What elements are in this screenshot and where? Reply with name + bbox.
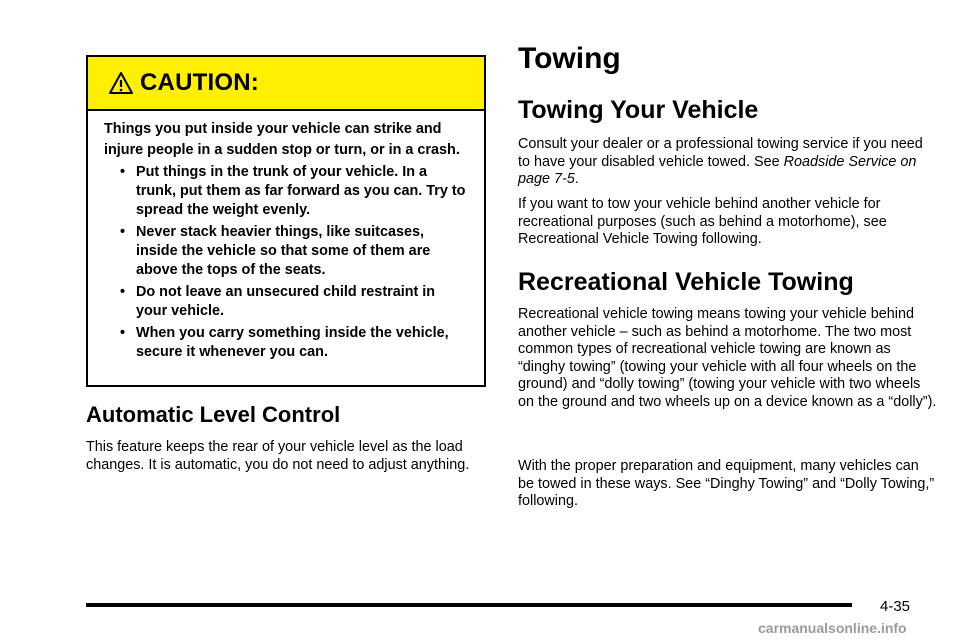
bullet: •	[120, 325, 126, 341]
recreational-vehicle-towing-heading: Recreational Vehicle Towing	[518, 268, 854, 296]
caution-title: CAUTION:	[140, 69, 259, 96]
automatic-level-control-heading: Automatic Level Control	[86, 402, 341, 427]
caution-intro: Things you put inside your vehicle can strike and injure people in a sudden stop or turn, or in a crash.	[104, 121, 460, 158]
page-number: 4-35	[880, 598, 911, 615]
caution-item-text: Do not leave an unsecured child restraint in your vehicle.	[136, 284, 436, 319]
caution-item	[118, 223, 466, 280]
para1-text: Consult your dealer or a professional towing service if you need to have your disabled vehicle towed. See	[518, 136, 923, 170]
caution-item-text: Put things in the trunk of your vehicle. In a trunk, put them as far forward as you can. Try to spread the weight evenly.	[136, 164, 466, 218]
watermark: carmanualsonline.info	[758, 620, 907, 636]
bullet: •	[120, 224, 126, 240]
caution-body	[88, 111, 484, 362]
footer-rule	[86, 603, 852, 607]
warning-triangle-icon	[108, 71, 134, 95]
recreational-towing-para2: With the proper preparation and equipment, many vehicles can be towed in these ways. See “Dinghy Towing” and “Dolly Towing,” following.	[518, 458, 935, 509]
caution-item-text: Never stack heavier things, like suitcases, inside the vehicle so that some of them are above the tops of the seats.	[136, 224, 431, 278]
para1-end: .	[574, 171, 579, 187]
caution-item	[118, 163, 466, 220]
towing-heading: Towing	[518, 42, 621, 75]
caution-item-text: When you carry something inside the vehicle, secure it whenever you can.	[136, 325, 449, 360]
bullet: •	[120, 284, 126, 300]
automatic-level-control-body: This feature keeps the rear of your vehicle level as the load changes. It is automatic, you do not need to adjust anything.	[86, 439, 470, 473]
recreational-towing-para1: Recreational vehicle towing means towing your vehicle behind another vehicle – such as behind a motorhome. The two most common types of recreational vehicle towing are known as “dinghy towing” (towing your vehicle with all four wheels on the ground) and “dolly towing” (towing your vehicle with two wheels on the ground and two wheels up on a device known as a “dolly”).	[518, 306, 937, 410]
caution-item	[118, 283, 466, 321]
caution-list	[104, 163, 466, 362]
caution-box	[86, 55, 486, 387]
roadside-service-reference: Roadside Service on page 7-5	[518, 153, 917, 187]
towing-your-vehicle-para2: If you want to tow your vehicle behind another vehicle for recreational purposes (such as behind a motorhome), see Recreational Vehicle Towing following.	[518, 196, 887, 247]
towing-your-vehicle-heading: Towing Your Vehicle	[518, 96, 759, 124]
towing-your-vehicle-para1	[518, 136, 938, 189]
caution-item	[118, 324, 466, 362]
caution-header	[88, 57, 484, 111]
bullet: •	[120, 164, 126, 180]
